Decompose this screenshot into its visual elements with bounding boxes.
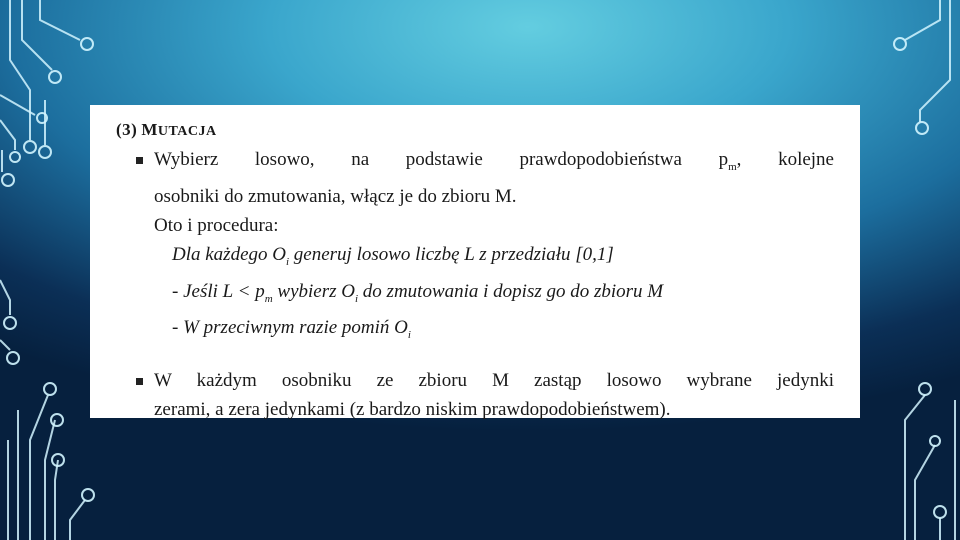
content-card — [90, 105, 860, 421]
procedure-step-2: - Jeśli $L < p_m$ wybierz $O_i$ do zmutowania i dopisz go do zbioru M — [172, 280, 664, 305]
bullet2-line1: W każdym osobniku ze zbioru M zastąp losowo wybrane jedynki — [154, 370, 834, 392]
bullet1-line1: Wybierz losowo, na podstawie prawdopodobieństwa $p_m$, kolejne — [154, 149, 834, 173]
bullet1-line3: Oto i procedura: — [154, 214, 279, 236]
bullet2-line2: zerami, a zera jedynkami (z bardzo niskim prawdopodobieństwem). — [154, 399, 671, 421]
bullet-selection — [116, 145, 834, 350]
square-bullet-icon — [136, 157, 143, 164]
heading-rest: UTACJA — [157, 124, 217, 139]
heading-initial: M — [141, 120, 158, 139]
bullet-mutation — [116, 366, 834, 424]
square-bullet-icon — [136, 378, 143, 385]
bullet1-line2: osobniki do zmutowania, włącz je do zbioru M. — [154, 185, 517, 207]
heading-number: (3) — [116, 120, 138, 139]
procedure-step-1: Dla każdego $O_i$ generuj losowo liczbę L z przedziału [0,1] — [172, 243, 614, 268]
section-heading — [116, 119, 834, 143]
procedure-step-3: - W przeciwnym razie pomiń $O_i$ — [172, 317, 411, 342]
